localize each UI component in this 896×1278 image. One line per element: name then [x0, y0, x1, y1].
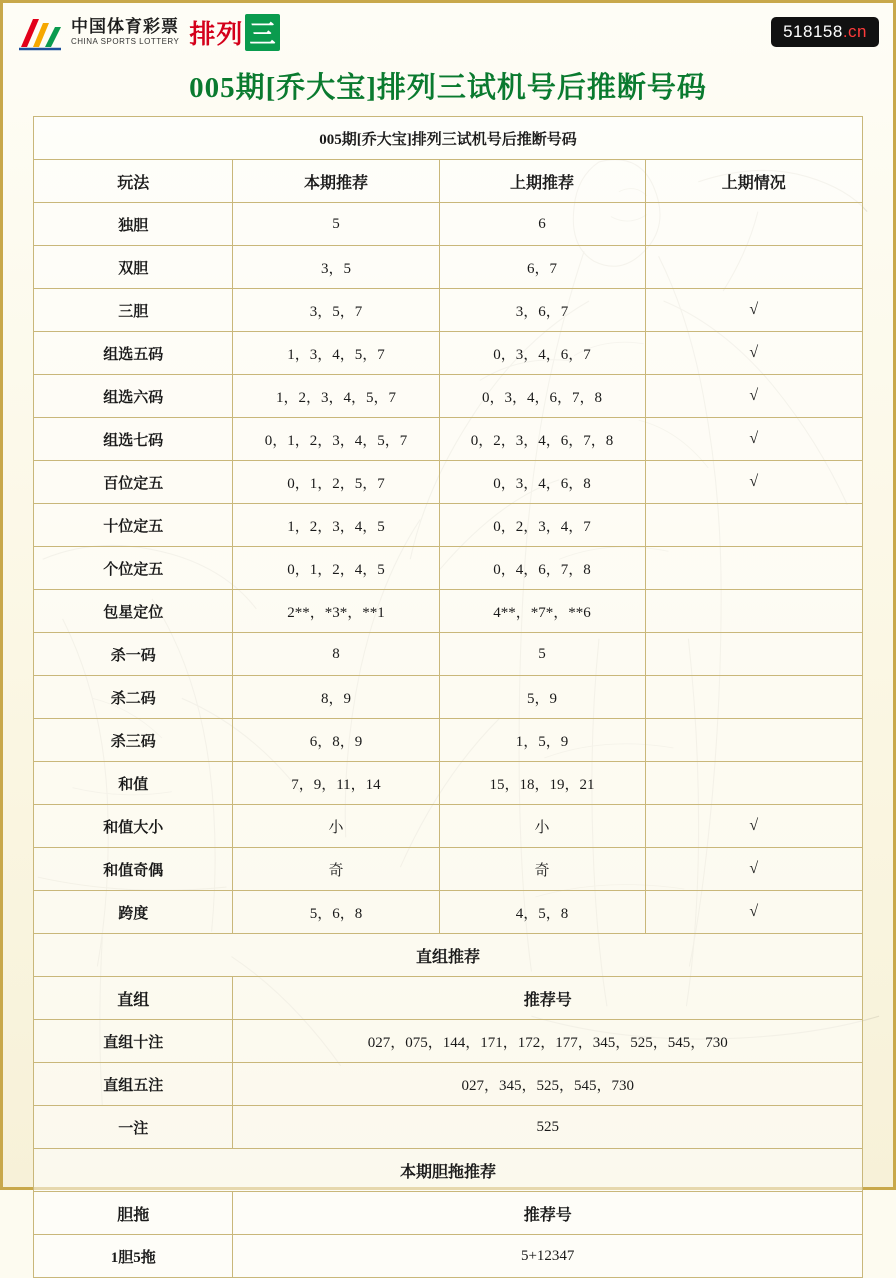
- table-row: [34, 547, 863, 590]
- lottery-logo: [17, 13, 179, 51]
- row-label: 直组五注: [34, 1063, 233, 1106]
- table-row: [34, 289, 863, 332]
- header-playtype: 玩法: [34, 160, 233, 203]
- row-previous: 0，3，4，6，7，8: [439, 375, 645, 418]
- row-status: √: [645, 289, 862, 332]
- row-current: 0，1，2，5，7: [233, 461, 439, 504]
- row-status: √: [645, 461, 862, 504]
- row-label: 个位定五: [34, 547, 233, 590]
- table-row: [34, 1020, 863, 1063]
- row-label: 跨度: [34, 891, 233, 934]
- row-label: 杀二码: [34, 676, 233, 719]
- lottery-logo-text: [71, 18, 179, 46]
- table-row: [34, 676, 863, 719]
- table-row: [34, 1106, 863, 1149]
- row-previous: 0，2，3，4，7: [439, 504, 645, 547]
- row-label: 组选六码: [34, 375, 233, 418]
- row-status: [645, 590, 862, 633]
- row-status: [645, 504, 862, 547]
- row-label: 包星定位: [34, 590, 233, 633]
- row-current: 1，2，3，4，5，7: [233, 375, 439, 418]
- table-caption-row: [34, 117, 863, 160]
- logo-chinese-name: 中国体育彩票: [71, 16, 179, 36]
- row-status: [645, 676, 862, 719]
- table-row: [34, 203, 863, 246]
- row-previous: 3，6，7: [439, 289, 645, 332]
- row-status: [645, 762, 862, 805]
- header-current: 本期推荐: [233, 160, 439, 203]
- row-label: 杀三码: [34, 719, 233, 762]
- row-current: 奇: [233, 848, 439, 891]
- row-label: 杀一码: [34, 633, 233, 676]
- row-previous: 奇: [439, 848, 645, 891]
- table-row: [34, 762, 863, 805]
- row-label: 一注: [34, 1106, 233, 1149]
- row-current: 7，9，11，14: [233, 762, 439, 805]
- table-row: [34, 805, 863, 848]
- row-previous: 小: [439, 805, 645, 848]
- table-row: [34, 633, 863, 676]
- row-status: √: [645, 848, 862, 891]
- brand-pailiesan: [189, 14, 280, 51]
- row-status: [645, 203, 862, 246]
- row-current: 1，2，3，4，5: [233, 504, 439, 547]
- table-caption: 005期[乔大宝]排列三试机号后推断号码: [34, 117, 863, 160]
- row-value: 525: [233, 1106, 863, 1149]
- row-previous: 4**，*7*，**6: [439, 590, 645, 633]
- table-row: [34, 719, 863, 762]
- row-label: 三胆: [34, 289, 233, 332]
- dantuo-header-label: 胆拖: [34, 1192, 233, 1235]
- row-label: 百位定五: [34, 461, 233, 504]
- row-status: √: [645, 891, 862, 934]
- table-row: [34, 246, 863, 289]
- brand-char-3: 三: [245, 14, 280, 51]
- lottery-logo-icon: [17, 13, 63, 51]
- row-value: 5+12347: [233, 1235, 863, 1278]
- section-dantuo-row: [34, 1149, 863, 1192]
- row-label: 双胆: [34, 246, 233, 289]
- row-status: √: [645, 332, 862, 375]
- row-label: 1胆5拖: [34, 1235, 233, 1278]
- logo-english-name: CHINA SPORTS LOTTERY: [71, 36, 180, 46]
- table-row: [34, 375, 863, 418]
- row-previous: 0，4，6，7，8: [439, 547, 645, 590]
- row-previous: 6，7: [439, 246, 645, 289]
- row-current: 3，5: [233, 246, 439, 289]
- row-label: 组选七码: [34, 418, 233, 461]
- site-name: 518158: [783, 22, 843, 41]
- row-previous: 0，3，4，6，8: [439, 461, 645, 504]
- row-label: 独胆: [34, 203, 233, 246]
- row-current: 1，3，4，5，7: [233, 332, 439, 375]
- row-status: [645, 547, 862, 590]
- row-status: √: [645, 375, 862, 418]
- row-current: 5，6，8: [233, 891, 439, 934]
- row-status: [645, 633, 862, 676]
- zhizu-header-value: 推荐号: [233, 977, 863, 1020]
- site-header: [3, 3, 893, 61]
- row-status: √: [645, 805, 862, 848]
- row-previous: 0，3，4，6，7: [439, 332, 645, 375]
- row-current: 5: [233, 203, 439, 246]
- row-current: 8: [233, 633, 439, 676]
- row-label: 和值大小: [34, 805, 233, 848]
- prediction-table: [33, 116, 863, 1278]
- row-current: 6，8，9: [233, 719, 439, 762]
- page-title: 005期[乔大宝]排列三试机号后推断号码: [189, 72, 707, 104]
- row-label: 和值: [34, 762, 233, 805]
- row-value: 027，075，144，171，172，177，345，525，545，730: [233, 1020, 863, 1063]
- table-header-row: [34, 160, 863, 203]
- brand-char-1: 排: [189, 19, 217, 49]
- brand-char-2: 列: [216, 19, 244, 49]
- row-status: [645, 246, 862, 289]
- table-row: [34, 1235, 863, 1278]
- row-label: 组选五码: [34, 332, 233, 375]
- table-row: [34, 590, 863, 633]
- row-previous: 1，5，9: [439, 719, 645, 762]
- row-previous: 15，18，19，21: [439, 762, 645, 805]
- site-badge[interactable]: [771, 17, 879, 47]
- row-label: 直组十注: [34, 1020, 233, 1063]
- dantuo-header-value: 推荐号: [233, 1192, 863, 1235]
- row-current: 0，1，2，4，5: [233, 547, 439, 590]
- dantuo-header-row: [34, 1192, 863, 1235]
- zhizu-header-label: 直组: [34, 977, 233, 1020]
- table-row: [34, 848, 863, 891]
- table-row: [34, 1063, 863, 1106]
- zhizu-header-row: [34, 977, 863, 1020]
- table-row: [34, 504, 863, 547]
- row-status: [645, 719, 862, 762]
- table-row: [34, 891, 863, 934]
- table-row: [34, 461, 863, 504]
- row-value: 027，345，525，545，730: [233, 1063, 863, 1106]
- table-row: [34, 418, 863, 461]
- row-previous: 5: [439, 633, 645, 676]
- row-previous: 0，2，3，4，6，7，8: [439, 418, 645, 461]
- row-current: 2**，*3*，**1: [233, 590, 439, 633]
- row-label: 十位定五: [34, 504, 233, 547]
- row-previous: 4，5，8: [439, 891, 645, 934]
- row-current: 3，5，7: [233, 289, 439, 332]
- section-zhizu-title: 直组推荐: [34, 934, 863, 977]
- prediction-table-wrap: [33, 116, 863, 1278]
- row-current: 0，1，2，3，4，5，7: [233, 418, 439, 461]
- site-domain: .cn: [842, 22, 867, 41]
- section-dantuo-title: 本期胆拖推荐: [34, 1149, 863, 1192]
- row-previous: 5，9: [439, 676, 645, 719]
- row-current: 小: [233, 805, 439, 848]
- header-status: 上期情况: [645, 160, 862, 203]
- section-zhizu-row: [34, 934, 863, 977]
- table-row: [34, 332, 863, 375]
- row-previous: 6: [439, 203, 645, 246]
- row-current: 8，9: [233, 676, 439, 719]
- row-status: √: [645, 418, 862, 461]
- row-label: 和值奇偶: [34, 848, 233, 891]
- header-previous: 上期推荐: [439, 160, 645, 203]
